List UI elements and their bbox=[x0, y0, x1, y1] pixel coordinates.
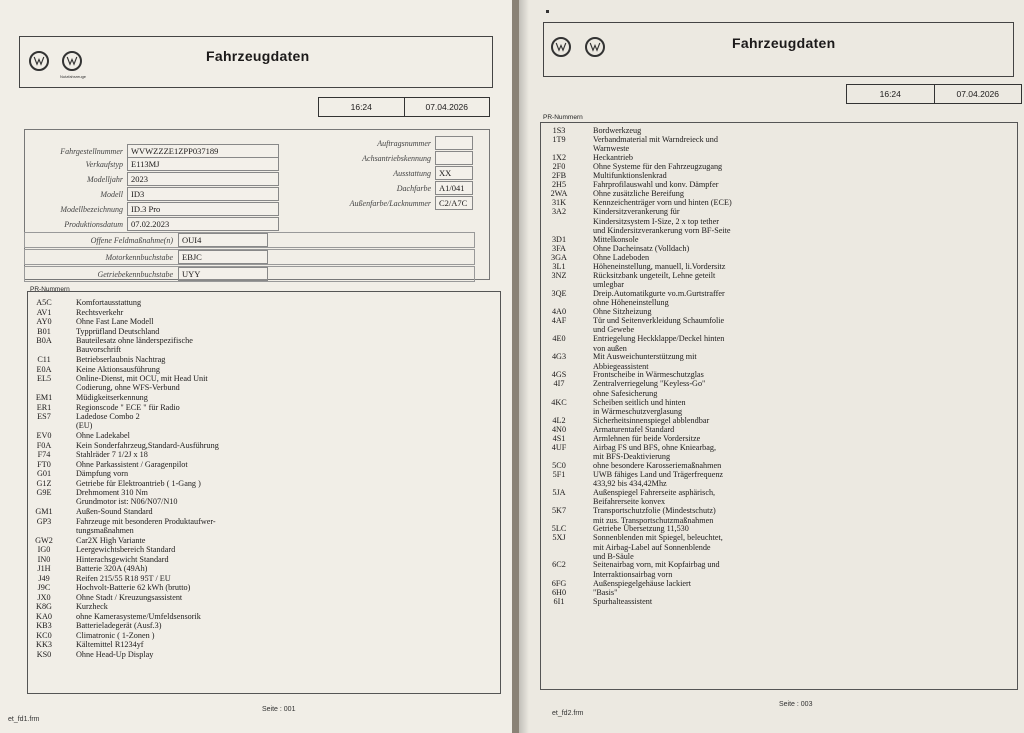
pr-code: K8G bbox=[36, 602, 52, 611]
pr-code: 5F1 bbox=[552, 469, 566, 479]
pr-description: Ohne Sitzheizung bbox=[593, 307, 652, 316]
production-date-value: 07.02.2023 bbox=[127, 217, 279, 231]
pr-code: AY0 bbox=[36, 317, 52, 326]
pr-description: Ladedose Combo 2 (EU) bbox=[76, 412, 140, 431]
sales-type-value: E113MJ bbox=[127, 157, 279, 171]
pr-code: J1H bbox=[37, 564, 51, 573]
pr-description: Tür und Seitenverkleidung Schaumfolie und Gewebe bbox=[593, 316, 725, 335]
pr-description: Kältemittel R1234yf bbox=[76, 640, 144, 649]
pr-description: Keine Aktionsausführung bbox=[76, 364, 160, 374]
axle-drive-value bbox=[435, 151, 473, 165]
pr-code: 3NZ bbox=[551, 270, 567, 280]
pr-code: E0A bbox=[36, 364, 52, 374]
pr-description: Car2X High Variante bbox=[76, 535, 146, 545]
exterior-color-value: C2/A7C bbox=[435, 196, 473, 210]
pr-code: 4L2 bbox=[552, 415, 566, 425]
pr-description: Airbag FS und BFS, ohne Kniearbag, mit BFS-Deaktivierung bbox=[593, 442, 717, 462]
pr-code: 3A2 bbox=[551, 207, 567, 217]
pr-code: G01 bbox=[36, 469, 52, 478]
pr-description: Drehmoment 310 Nm Grundmotor ist: N06/N07/N10 bbox=[76, 488, 178, 507]
pr-code: ER1 bbox=[36, 402, 52, 412]
pr-description: Kurzheck bbox=[76, 602, 108, 611]
pr-description: Ohne Fast Lane Modell bbox=[76, 317, 154, 326]
pr-code: 5JA bbox=[552, 488, 566, 497]
pr-code: KC0 bbox=[36, 630, 52, 640]
field-label: Getriebekennbuchstabe bbox=[97, 270, 173, 279]
pr-code: KA0 bbox=[36, 611, 52, 621]
gearbox-code-value: UYY bbox=[178, 267, 268, 281]
pr-code: IG0 bbox=[37, 545, 51, 554]
field-label: Auftragsnummer bbox=[377, 139, 431, 148]
field-label: Produktionsdatum bbox=[64, 220, 123, 229]
logo-subtitle: Nutzfahrzeuge bbox=[60, 74, 87, 79]
pr-code: C11 bbox=[37, 355, 51, 364]
pr-description: ohne besondere Karosseriemaßnahmen bbox=[593, 460, 722, 470]
field-action-value: OUI4 bbox=[178, 233, 268, 247]
pr-code: 4E0 bbox=[552, 334, 566, 344]
field-label: Ausstattung bbox=[393, 169, 431, 178]
pr-description: Außenspiegelgehäuse lackiert bbox=[593, 578, 691, 588]
pr-code: KS0 bbox=[36, 649, 52, 659]
pr-code: A5C bbox=[36, 298, 52, 307]
pr-description: Außenspiegel Fahrerseite asphärisch, Beifahrerseite konvex bbox=[593, 488, 716, 507]
pr-description: Getriebe für Elektroantrieb ( 1-Gang ) bbox=[76, 478, 201, 488]
pr-description: Ohne Dacheinsatz (Volldach) bbox=[593, 243, 690, 253]
pr-code: 1X2 bbox=[551, 153, 567, 163]
form-id: et_fd1.frm bbox=[8, 716, 40, 723]
pr-description: Verbandmaterial mit Warndreieck und Warnweste bbox=[593, 135, 718, 154]
pr-code: F0A bbox=[36, 440, 52, 450]
time-value: 16:24 bbox=[350, 102, 372, 112]
date-value: 07.04.2026 bbox=[934, 85, 1022, 103]
field-label: Achsantriebskennung bbox=[362, 154, 431, 163]
pr-code: 4KC bbox=[551, 397, 567, 407]
field-label: Dachfarbe bbox=[396, 184, 431, 193]
time-value: 16:24 bbox=[879, 89, 901, 99]
pr-description: Stahlräder 7 1/2J x 18 bbox=[76, 450, 148, 459]
pr-description: Climatronic ( 1-Zonen ) bbox=[76, 630, 155, 640]
pr-description: Multifunktionslenkrad bbox=[593, 171, 667, 181]
pr-description: Armlehnen für beide Vordersitze bbox=[593, 433, 701, 443]
timestamp-box bbox=[318, 97, 490, 117]
pr-code: 4I7 bbox=[553, 379, 565, 389]
scan-mark bbox=[546, 10, 549, 13]
vw-nutzfahrzeuge-logo-icon bbox=[62, 51, 82, 71]
pr-code: 6C2 bbox=[552, 560, 566, 570]
pr-code: 4GS bbox=[551, 370, 567, 380]
pr-code: 2F0 bbox=[552, 162, 566, 172]
pr-code: G1Z bbox=[36, 478, 52, 488]
pr-code: 5K7 bbox=[551, 506, 567, 516]
pr-description: Kein Sonderfahrzeug,Standard-Ausführung bbox=[76, 440, 219, 450]
pr-description: Zentralverriegelung "Keyless-Go" ohne Safesicherung bbox=[593, 379, 706, 398]
order-number-value bbox=[435, 136, 473, 150]
page-number: Seite : 001 bbox=[262, 706, 296, 713]
pr-code: 4G3 bbox=[551, 352, 567, 362]
pr-description: Sicherheitsinnenspiegel abblendbar bbox=[593, 415, 710, 425]
pr-code: 5XJ bbox=[552, 533, 566, 543]
pr-description: Hinterachsgewicht Standard bbox=[76, 554, 169, 564]
pr-code: 6H0 bbox=[551, 587, 567, 597]
pr-description: Ohne Head-Up Display bbox=[76, 649, 154, 659]
pr-code: GW2 bbox=[35, 535, 53, 545]
roof-color-value: A1/041 bbox=[435, 181, 473, 195]
pr-description: Mit Ausweichunterstützung mit Abbiegeassistent bbox=[593, 352, 697, 371]
pr-description: Fahrzeuge mit besonderen Produktaufwer- tungsmaßnahmen bbox=[76, 516, 216, 535]
field-label: Modellbezeichnung bbox=[60, 205, 123, 214]
pr-description: Entriegelung Heckklappe/Deckel hinten von außen bbox=[593, 334, 725, 353]
field-label: Außenfarbe/Lacknummer bbox=[349, 199, 431, 208]
pr-code: 3GA bbox=[551, 252, 567, 262]
pr-code: 6FG bbox=[551, 578, 567, 588]
pr-code: 2WA bbox=[550, 189, 568, 199]
field-label: Fahrgestellnummer bbox=[60, 147, 123, 156]
pr-code: GP3 bbox=[36, 516, 52, 526]
page-title: Fahrzeugdaten bbox=[732, 35, 836, 51]
document-page-2 bbox=[519, 0, 1024, 733]
pr-description: Typprüfland Deutschland bbox=[76, 326, 160, 336]
vw-nutzfahrzeuge-logo-icon bbox=[585, 37, 605, 57]
pr-code: KB3 bbox=[36, 621, 52, 630]
pr-description: Komfortausstattung bbox=[76, 298, 142, 307]
pr-description: Batterie 320A (49Ah) bbox=[76, 564, 148, 573]
pr-numbers-label: PR-Nummern bbox=[30, 286, 70, 293]
pr-description: Regionscode " ECE " für Radio bbox=[76, 402, 180, 412]
pr-description: Außen-Sound Standard bbox=[76, 507, 153, 516]
pr-description: Ohne zusätzliche Bereifung bbox=[593, 189, 684, 199]
field-label: Verkaufstyp bbox=[85, 160, 123, 169]
page-number: Seite : 003 bbox=[779, 701, 813, 708]
pr-description: Ohne Parkassistent / Garagenpilot bbox=[76, 459, 188, 469]
pr-code: 4S1 bbox=[552, 433, 566, 443]
pr-code: J49 bbox=[38, 573, 50, 583]
pr-description: Spurhalteassistent bbox=[593, 596, 653, 606]
form-id: et_fd2.frm bbox=[552, 710, 584, 717]
model-year-value: 2023 bbox=[127, 172, 279, 186]
pr-code: AV1 bbox=[36, 307, 52, 317]
pr-description: Ohne Systeme für den Fahrzeugzugang bbox=[593, 162, 723, 172]
pr-description: Online-Dienst, mit OCU, mit Head Unit Codierung, ohne WFS-Verbund bbox=[76, 374, 208, 393]
page-header bbox=[19, 36, 493, 88]
pr-description: Dämpfung vorn bbox=[76, 469, 129, 478]
pr-code: 4UF bbox=[551, 442, 567, 452]
pr-description: Ohne Ladekabel bbox=[76, 431, 130, 440]
pr-code: G9E bbox=[36, 488, 52, 497]
pr-description: Reifen 215/55 R18 95T / EU bbox=[76, 573, 171, 583]
pr-code: IN0 bbox=[37, 554, 51, 564]
pr-description: "Basis" bbox=[593, 587, 618, 597]
pr-description: ohne Kamerasysteme/Umfeldsensorik bbox=[76, 611, 201, 621]
pr-description: Mittelkonsole bbox=[593, 234, 639, 244]
field-label: Offene Feldmaßnahme(n) bbox=[90, 236, 173, 245]
pr-code: 31K bbox=[551, 198, 567, 208]
pr-description: Leergewichtsbereich Standard bbox=[76, 545, 176, 554]
pr-description: Müdigkeitserkennung bbox=[76, 393, 148, 402]
pr-description: Fahrprofilauswahl und konv. Dämpfer bbox=[593, 180, 719, 190]
pr-code: 3L1 bbox=[552, 261, 566, 271]
pr-description: Frontscheibe in Wärmeschutzglas bbox=[593, 370, 704, 380]
pr-code: ES7 bbox=[37, 412, 51, 421]
pr-description: Heckantrieb bbox=[593, 153, 634, 163]
pr-code: GM1 bbox=[35, 507, 53, 516]
pr-code: 4AF bbox=[551, 316, 567, 326]
pr-code: B01 bbox=[37, 326, 51, 336]
vw-logo-icon bbox=[29, 51, 49, 71]
pr-description: Scheiben seitlich und hinten in Wärmeschutzverglasung bbox=[593, 397, 686, 416]
pr-description: Rücksitzbank ungeteilt, Lehne geteilt umlegbar bbox=[593, 270, 716, 290]
pr-description: Dreip.Automatikgurte vo.m.Gurtstraffer ohne Höheneinstellung bbox=[593, 288, 725, 308]
pr-code: 3D1 bbox=[551, 234, 567, 244]
pr-description: Batterieladegerät (Ausf.3) bbox=[76, 621, 162, 630]
page-title: Fahrzeugdaten bbox=[206, 48, 310, 64]
pr-description: Kennzeichenträger vorn und hinten (ECE) bbox=[593, 198, 732, 208]
pr-description: Sonnenblenden mit Spiegel, beleuchtet, mit Airbag-Label auf Sonnenblende und B-Säule bbox=[593, 533, 723, 562]
pr-description: Ohne Stadt / Kreuzungsassistent bbox=[76, 592, 183, 602]
pr-code: 3QE bbox=[551, 288, 567, 298]
pr-code: 4N0 bbox=[551, 424, 567, 434]
engine-code-value: EBJC bbox=[178, 250, 268, 264]
pr-code: 2H5 bbox=[551, 180, 567, 190]
pr-description: Rechtsverkehr bbox=[76, 307, 124, 317]
pr-description: Seitenairbag vorn, mit Kopfairbag und Interraktionsairbag vorn bbox=[593, 560, 720, 579]
pr-code: 1T9 bbox=[552, 135, 566, 145]
pr-description: Höheneinstellung, manuell, li.Vordersitz bbox=[593, 261, 726, 271]
pr-description: Bauteilesatz ohne länderspezifische Bauvorschrift bbox=[76, 336, 193, 355]
pr-description: Kindersitzverankerung für Kindersitzsystem I-Size, 2 x top tether und Kindersitzverankerung vorn BF-Seite bbox=[593, 207, 731, 236]
pr-code: EL5 bbox=[36, 374, 52, 383]
pr-code: FT0 bbox=[37, 459, 51, 469]
pr-code: EV0 bbox=[36, 431, 52, 440]
pr-numbers-label: PR-Nummern bbox=[543, 114, 583, 121]
model-name-value: ID.3 Pro bbox=[127, 202, 279, 216]
vin-value: WVWZZZE1ZPP037189 bbox=[127, 144, 279, 158]
pr-description: Armaturentafel Standard bbox=[593, 424, 675, 434]
page-fold-shadow bbox=[519, 0, 529, 733]
vw-logo-icon bbox=[551, 37, 571, 57]
pr-description: Transportschutzfolie (Mindestschutz) mit zus. Transportschutzmaßnahmen bbox=[593, 506, 716, 525]
field-label: Modelljahr bbox=[87, 175, 123, 184]
pr-description: Bordwerkzeug bbox=[593, 126, 642, 135]
pr-code: B0A bbox=[36, 336, 52, 345]
pr-code: 3FA bbox=[552, 243, 566, 253]
pr-description: Betriebserlaubnis Nachtrag bbox=[76, 355, 166, 364]
pr-code: 1S3 bbox=[552, 126, 566, 135]
model-value: ID3 bbox=[127, 187, 279, 201]
pr-description: Getriebe Übersetzung 11,530 bbox=[593, 524, 689, 534]
pr-code: JX0 bbox=[37, 592, 51, 602]
equipment-value: XX bbox=[435, 166, 473, 180]
pr-description: Ohne Ladeboden bbox=[593, 252, 650, 262]
pr-code: F74 bbox=[37, 450, 51, 459]
pr-code: KK3 bbox=[36, 640, 52, 649]
page-header bbox=[543, 22, 1014, 77]
pr-description: Hochvolt-Batterie 62 kWh (brutto) bbox=[76, 583, 191, 592]
date-value: 07.04.2026 bbox=[404, 98, 490, 116]
field-label: Motorkennbuchstabe bbox=[105, 253, 173, 262]
pr-code: EM1 bbox=[35, 393, 53, 402]
pr-code: 6I1 bbox=[553, 596, 565, 606]
pr-code: 5LC bbox=[551, 524, 567, 534]
field-label: Modell bbox=[100, 190, 123, 199]
pr-code: 2FB bbox=[551, 171, 567, 181]
pr-code: 4A0 bbox=[551, 307, 567, 316]
timestamp-box bbox=[846, 84, 1022, 104]
pr-code: 5C0 bbox=[552, 460, 566, 470]
pr-description: UWB fähiges Land und Trägerfrequenz 433,92 bis 434,42Mhz bbox=[593, 469, 724, 489]
pr-code: J9C bbox=[37, 583, 51, 592]
